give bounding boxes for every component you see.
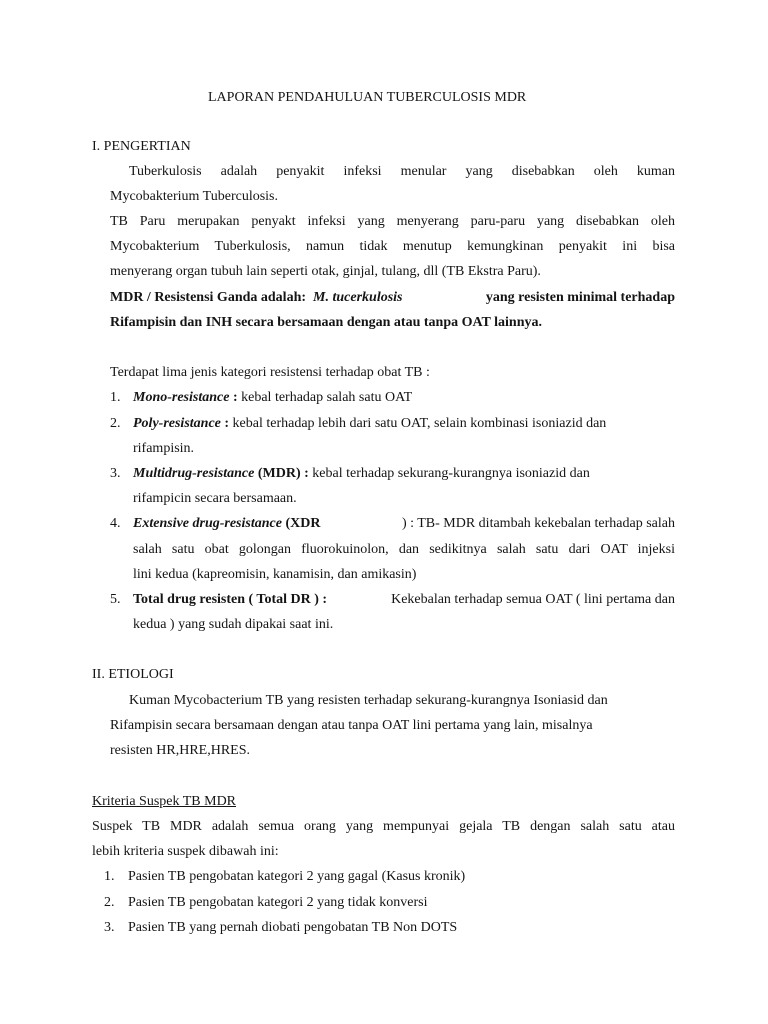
paragraph-line: Rifampisin secara bersamaan dengan atau tanpa OAT lini pertama yang lain, misalnya bbox=[110, 718, 593, 733]
paragraph-line: Suspek TB MDR adalah semua orang yang mempunyai gejala TB dengan salah satu atau bbox=[92, 819, 675, 834]
mdr-rest: yang resisten minimal terhadap bbox=[482, 290, 675, 305]
item-text: kebal terhadap lebih dari satu OAT, selain kombinasi isoniazid dan bbox=[229, 416, 607, 431]
list-item-continuation: lini kedua (kapreomisin, kanamisin, dan amikasin) bbox=[133, 567, 417, 582]
paragraph-line: Tuberkulosis adalah penyakit infeksi menular yang disebabkan oleh kuman bbox=[129, 164, 675, 179]
item-term: Multidrug-resistance bbox=[133, 466, 255, 481]
item-colon: : bbox=[229, 390, 238, 405]
list-item-continuation: rifampicin secara bersamaan. bbox=[133, 491, 297, 506]
item-text: kebal terhadap salah satu OAT bbox=[237, 390, 413, 405]
paragraph-line: TB Paru merupakan penyakt infeksi yang menyerang paru-paru yang disebabkan oleh bbox=[110, 214, 675, 229]
item-term: Extensive drug-resistance bbox=[133, 516, 282, 531]
list-item-continuation: rifampisin. bbox=[133, 441, 195, 456]
item-abbrev: (MDR) : bbox=[254, 466, 309, 481]
list-item bbox=[133, 515, 675, 533]
list-number: 2. bbox=[110, 416, 121, 431]
item-term: Mono-resistance bbox=[133, 390, 230, 405]
mdr-definition-line: Rifampisin dan INH secara bersamaan dengan atau tanpa OAT lainnya. bbox=[110, 315, 542, 330]
list-item bbox=[133, 389, 412, 407]
list-item bbox=[133, 591, 675, 609]
paragraph-line: Kuman Mycobacterium TB yang resisten terhadap sekurang-kurangnya Isoniasid dan bbox=[129, 693, 608, 708]
list-number: 3. bbox=[104, 920, 115, 935]
list-item bbox=[133, 415, 606, 433]
document-title: LAPORAN PENDAHULUAN TUBERCULOSIS MDR bbox=[208, 90, 527, 105]
list-number: 5. bbox=[110, 592, 121, 607]
item-abbrev: (XDR bbox=[281, 516, 321, 531]
list-number: 1. bbox=[110, 390, 121, 405]
item-text: Kekebalan terhadap semua OAT ( lini pertama dan bbox=[387, 592, 675, 607]
section-heading-pengertian: I. PENGERTIAN bbox=[92, 139, 191, 154]
item-term: Total drug resisten ( Total DR ) : bbox=[133, 592, 328, 607]
subheading-kriteria: Kriteria Suspek TB MDR bbox=[92, 794, 237, 809]
item-text: ) : TB- MDR ditambah kekebalan terhadap salah bbox=[401, 516, 675, 531]
list-item-continuation: kedua ) yang sudah dipakai saat ini. bbox=[133, 617, 334, 632]
list-number: 3. bbox=[110, 466, 121, 481]
list-number: 4. bbox=[110, 516, 121, 531]
mdr-definition-line bbox=[110, 289, 675, 307]
paragraph-line: Mycobakterium Tuberculosis. bbox=[110, 189, 278, 204]
paragraph-line: lebih kriteria suspek dibawah ini: bbox=[92, 844, 279, 859]
paragraph-line: Mycobakterium Tuberkulosis, namun tidak menutup kemungkinan penyakit ini bisa bbox=[110, 239, 675, 254]
item-term: Poly-resistance bbox=[133, 416, 221, 431]
list-number: 1. bbox=[104, 869, 115, 884]
list-item: Pasien TB yang pernah diobati pengobatan TB Non DOTS bbox=[128, 920, 458, 935]
mdr-term: MDR / Resistensi Ganda adalah: bbox=[110, 290, 314, 305]
item-colon: : bbox=[220, 416, 230, 431]
section-heading-etiologi: II. ETIOLOGI bbox=[92, 667, 174, 682]
list-item bbox=[133, 465, 590, 483]
list-item: Pasien TB pengobatan kategori 2 yang tidak konversi bbox=[128, 895, 428, 910]
list-number: 2. bbox=[104, 895, 115, 910]
list-item-continuation: salah satu obat golongan fluorokuinolon, dan sedikitnya salah satu dari OAT injeksi bbox=[133, 542, 675, 557]
list-intro: Terdapat lima jenis kategori resistensi terhadap obat TB : bbox=[110, 365, 430, 380]
list-item: Pasien TB pengobatan kategori 2 yang gagal (Kasus kronik) bbox=[128, 869, 466, 884]
mdr-organism: M. tucerkulosis bbox=[313, 290, 403, 305]
paragraph-line: menyerang organ tubuh lain seperti otak, ginjal, tulang, dll (TB Ekstra Paru). bbox=[110, 264, 541, 279]
paragraph-line: resisten HR,HRE,HRES. bbox=[110, 743, 250, 758]
item-text: kebal terhadap sekurang-kurangnya isoniazid dan bbox=[308, 466, 590, 481]
